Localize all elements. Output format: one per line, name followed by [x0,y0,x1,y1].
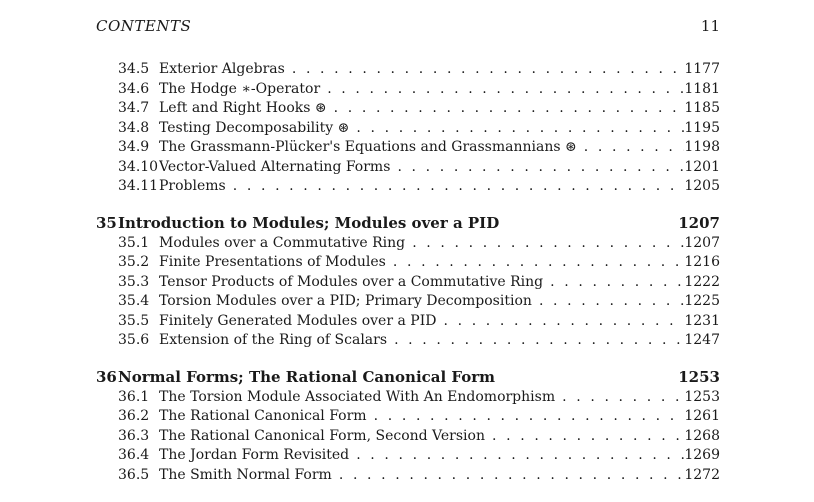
section-page-number: 1231 [684,312,720,329]
toc-entry[interactable] [96,446,720,466]
section-page-number: 1216 [684,254,720,270]
toc-entry[interactable] [96,234,720,254]
section-title: Modules over a Commutative Ring [159,234,406,251]
section-title-with-leader-dots [159,312,684,332]
table-of-contents [96,60,720,485]
chapter-page-number: 1207 [678,213,720,232]
section-number: 34.11 [118,178,159,194]
section-title-with-leader-dots [159,60,684,80]
section-title: The Torsion Module Associated With An Endomorphism [159,388,556,405]
section-page-number: 1201 [684,158,720,175]
section-title-with-leader-dots [159,331,684,351]
section-number: 34.5 [118,61,150,77]
running-head [96,17,720,37]
toc-entry[interactable] [96,158,720,178]
toc-entry[interactable] [96,177,720,197]
toc-entry[interactable] [96,331,720,351]
section-title: The Jordan Form Revisited [159,447,350,463]
section-title-with-leader-dots [159,177,684,197]
section-number: 36.3 [118,427,150,444]
section-title: Exterior Algebras [159,61,285,77]
section-page-number: 1225 [684,293,720,309]
section-number: 35.5 [118,312,150,329]
section-number: 34.10 [118,158,159,175]
section-page-number: 1268 [684,427,720,444]
section-page-number: 1177 [684,61,720,77]
section-title: Finitely Generated Modules over a PID [159,312,437,329]
chapter-spacer [96,351,720,366]
section-number: 35.3 [118,273,150,290]
section-number: 36.2 [118,408,150,424]
section-page-number: 1269 [684,447,720,463]
section-number: 35.6 [118,332,150,348]
section-title-with-leader-dots [159,99,684,119]
toc-entry[interactable] [96,119,720,139]
toc-entry[interactable] [96,292,720,312]
section-title-with-leader-dots [159,446,684,466]
section-page-number: 1185 [684,100,720,116]
section-number: 35.4 [118,293,150,309]
section-page-number: 1181 [684,80,720,97]
section-page-number: 1261 [684,408,720,424]
chapter-number: 35 [96,213,117,232]
running-head-page-number: 11 [700,17,720,35]
toc-entry[interactable] [96,312,720,332]
section-title: The Smith Normal Form [159,466,332,483]
section-page-number: 1198 [684,139,720,155]
section-title: Extension of the Ring of Scalars [159,332,388,348]
section-title-with-leader-dots [159,466,684,486]
section-title: Problems [159,178,226,194]
section-title-with-leader-dots [159,407,684,427]
section-page-number: 1207 [684,234,720,251]
section-title-with-leader-dots [159,427,684,447]
section-page-number: 1205 [684,178,720,194]
section-title-with-leader-dots [159,138,684,158]
toc-entry[interactable] [96,407,720,427]
section-page-number: 1247 [684,332,720,348]
toc-entry[interactable] [96,80,720,100]
toc-entry[interactable] [96,273,720,293]
chapter-heading[interactable] [96,212,720,234]
section-title: The Grassmann-Plücker's Equations and Grassmannians ⊛ [159,139,577,155]
section-number: 34.6 [118,80,150,97]
toc-entry[interactable] [96,388,720,408]
section-title: Torsion Modules over a PID; Primary Decomposition [159,293,532,309]
toc-entry[interactable] [96,138,720,158]
section-title-with-leader-dots [159,273,684,293]
section-number: 36.4 [118,447,150,463]
running-head-title: CONTENTS [96,17,192,35]
section-number: 35.2 [118,254,150,270]
chapter-title: Normal Forms; The Rational Canonical Form [118,367,496,386]
toc-entry[interactable] [96,60,720,80]
section-page-number: 1272 [684,466,720,483]
section-title-with-leader-dots [159,119,684,139]
section-number: 36.5 [118,466,150,483]
section-page-number: 1253 [684,388,720,405]
section-title-with-leader-dots [159,292,684,312]
toc-entry[interactable] [96,466,720,486]
chapter-page-number: 1253 [678,367,720,386]
section-number: 34.8 [118,119,150,136]
section-title: Vector-Valued Alternating Forms [159,158,391,175]
section-title-with-leader-dots [159,253,684,273]
toc-entry[interactable] [96,253,720,273]
section-title: Tensor Products of Modules over a Commutative Ring [159,273,544,290]
section-title: The Rational Canonical Form [159,408,367,424]
chapter-spacer [96,197,720,212]
toc-entry[interactable] [96,427,720,447]
section-number: 36.1 [118,388,150,405]
section-title-with-leader-dots [159,80,684,100]
section-number: 34.7 [118,100,150,116]
section-page-number: 1222 [684,273,720,290]
toc-entry[interactable] [96,99,720,119]
section-title-with-leader-dots [159,234,684,254]
section-title: The Rational Canonical Form, Second Version [159,427,485,444]
section-number: 35.1 [118,234,150,251]
section-title: Finite Presentations of Modules [159,254,386,270]
section-title: Testing Decomposability ⊛ [159,119,350,136]
section-number: 34.9 [118,139,150,155]
chapter-title: Introduction to Modules; Modules over a PID [118,213,500,232]
section-page-number: 1195 [684,119,720,136]
section-title-with-leader-dots [159,158,684,178]
section-title: Left and Right Hooks ⊛ [159,100,327,116]
section-title: The Hodge ∗-Operator [159,80,321,97]
chapter-number: 36 [96,367,117,386]
chapter-heading[interactable] [96,366,720,388]
section-title-with-leader-dots [159,388,684,408]
